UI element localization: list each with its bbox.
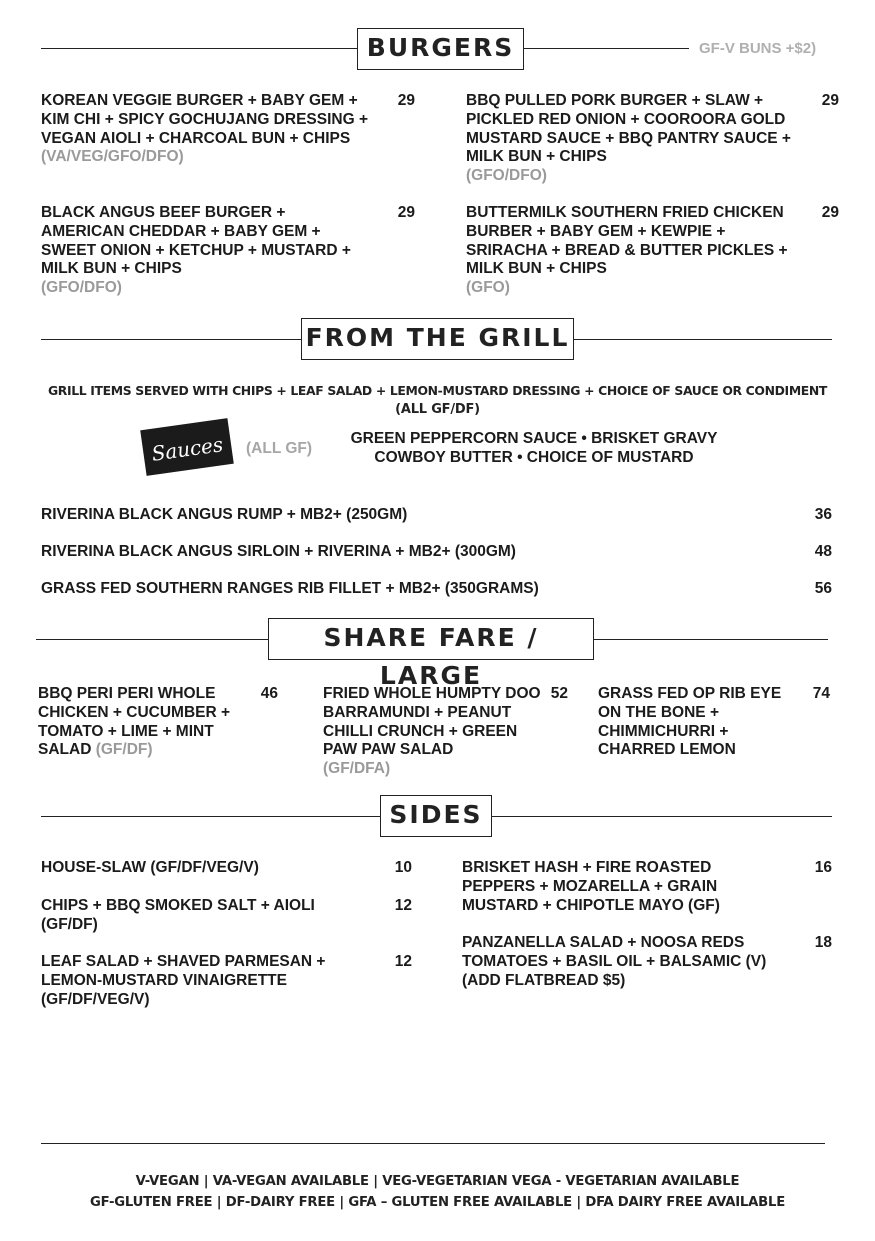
- grill-rule-right: [572, 339, 832, 340]
- side-item: HOUSE-SLAW (GF/DF/VEG/V): [41, 859, 259, 876]
- burger-price: 29: [821, 92, 839, 109]
- sides-rule-left: [41, 816, 382, 817]
- share-price: 52: [550, 685, 568, 702]
- sauces-line2: COWBOY BUTTER • CHOICE OF MUSTARD: [374, 448, 694, 466]
- side-item: BRISKET HASH + FIRE ROASTED PEPPERS + MOZARELLA + GRAIN MUSTARD + CHIPOTLE MAYO (GF): [462, 859, 720, 914]
- burger-price: 29: [397, 92, 415, 109]
- share-dietary-note: (GF/DF): [95, 741, 153, 759]
- side-price: 10: [394, 859, 412, 876]
- burger-dietary-note: (VA/VEG/GFO/DFO): [41, 148, 184, 166]
- share-desc: GRASS FED OP RIB EYE ON THE BONE + CHIMMICHURRI + CHARRED LEMON: [598, 685, 782, 759]
- share-item: [38, 685, 258, 760]
- sauces-line1: GREEN PEPPERCORN SAUCE • BRISKET GRAVY: [350, 430, 718, 447]
- grill-price: 48: [814, 543, 832, 560]
- burgers-rule-right: [522, 48, 689, 49]
- share-section-title: SHARE FARE / LARGE: [268, 618, 594, 660]
- side-price: 12: [394, 897, 412, 914]
- burger-price: 29: [397, 204, 415, 221]
- sauces-all-gf-note: (ALL GF): [246, 440, 313, 457]
- footer-rule: [41, 1143, 825, 1144]
- burger-dietary-note: (GFO): [466, 279, 510, 297]
- grill-section-title: FROM THE GRILL: [301, 318, 574, 360]
- share-price: 74: [812, 685, 830, 702]
- burger-item: [41, 92, 381, 167]
- share-rule-left: [36, 639, 270, 640]
- side-price: 16: [814, 859, 832, 876]
- share-rule-right: [592, 639, 828, 640]
- burger-dietary-note: (GFO/DFO): [41, 279, 122, 297]
- side-item: CHIPS + BBQ SMOKED SALT + AIOLI (GF/DF): [41, 897, 315, 933]
- share-price: 46: [260, 685, 278, 702]
- grill-price: 36: [814, 506, 832, 523]
- burgers-section-title: BURGERS: [357, 28, 524, 70]
- share-item: [598, 685, 803, 760]
- footer-legend-line1: V-VEGAN | VA-VEGAN AVAILABLE | VEG-VEGETARIAN VEGA - VEGETARIAN AVAILABLE: [135, 1174, 740, 1189]
- grill-intro: [20, 381, 855, 419]
- sides-rule-right: [490, 816, 832, 817]
- grill-intro-line2: (ALL GF/DF): [395, 402, 480, 417]
- burger-desc: BUTTERMILK SOUTHERN FRIED CHICKEN BURBER + BABY GEM + KEWPIE + SRIRACHA + BREAD & BUTTER PICKLES + MILK BUN + CHIPS: [466, 204, 788, 278]
- grill-price: 56: [814, 580, 832, 597]
- sauces-list: [325, 430, 743, 467]
- burger-desc: KOREAN VEGGIE BURGER + BABY GEM + KIM CHI + SPICY GOCHUJANG DRESSING + VEGAN AIOLI + CHARCOAL BUN + CHIPS: [41, 92, 368, 147]
- grill-intro-line1: GRILL ITEMS SERVED WITH CHIPS + LEAF SALAD + LEMON-MUSTARD DRESSING + CHOICE OF SAUCE OR CONDIMENT: [47, 383, 828, 398]
- share-item: [323, 685, 555, 779]
- share-dietary-note: (GF/DFA): [323, 760, 391, 778]
- burger-item: [466, 204, 801, 298]
- burger-desc: BLACK ANGUS BEEF BURGER + AMERICAN CHEDDAR + BABY GEM + SWEET ONION + KETCHUP + MUSTARD + MILK BUN + CHIPS: [41, 204, 351, 278]
- grill-rule-left: [41, 339, 303, 340]
- burger-desc: BBQ PULLED PORK BURGER + SLAW + PICKLED RED ONION + COOROORA GOLD MUSTARD SAUCE + BBQ PANTRY SAUCE + MILK BUN + CHIPS: [466, 92, 791, 166]
- share-desc: BBQ PERI PERI WHOLE CHICKEN + CUCUMBER + TOMATO + LIME + MINT SALAD: [38, 685, 231, 759]
- burgers-rule-left: [41, 48, 359, 49]
- side-item: LEAF SALAD + SHAVED PARMESAN + LEMON-MUSTARD VINAIGRETTE (GF/DF/VEG/V): [41, 953, 326, 1008]
- side-price: 18: [814, 934, 832, 951]
- burger-item: [41, 204, 366, 298]
- burger-price: 29: [821, 204, 839, 221]
- burger-dietary-note: (GFO/DFO): [466, 167, 547, 185]
- side-price: 12: [394, 953, 412, 970]
- gf-v-buns-note: GF-V BUNS +$2): [699, 40, 817, 57]
- grill-item: RIVERINA BLACK ANGUS SIRLOIN + RIVERINA + MB2+ (300GM): [41, 543, 516, 560]
- grill-item: RIVERINA BLACK ANGUS RUMP + MB2+ (250GM): [41, 506, 408, 523]
- sauces-badge: Sauces: [140, 418, 234, 476]
- share-desc: FRIED WHOLE HUMPTY DOO BARRAMUNDI + PEANUT CHILLI CRUNCH + GREEN PAW PAW SALAD: [323, 685, 541, 759]
- side-item: PANZANELLA SALAD + NOOSA REDS TOMATOES + BASIL OIL + BALSAMIC (V) (ADD FLATBREAD $5): [462, 934, 767, 989]
- burger-item: [466, 92, 801, 186]
- footer-legend: [20, 1171, 855, 1213]
- grill-item: GRASS FED SOUTHERN RANGES RIB FILLET + MB2+ (350GRAMS): [41, 580, 539, 597]
- footer-legend-line2: GF-GLUTEN FREE | DF-DAIRY FREE | GFA – GLUTEN FREE AVAILABLE | DFA DAIRY FREE AVAILABLE: [89, 1195, 786, 1210]
- sides-section-title: SIDES: [380, 795, 492, 837]
